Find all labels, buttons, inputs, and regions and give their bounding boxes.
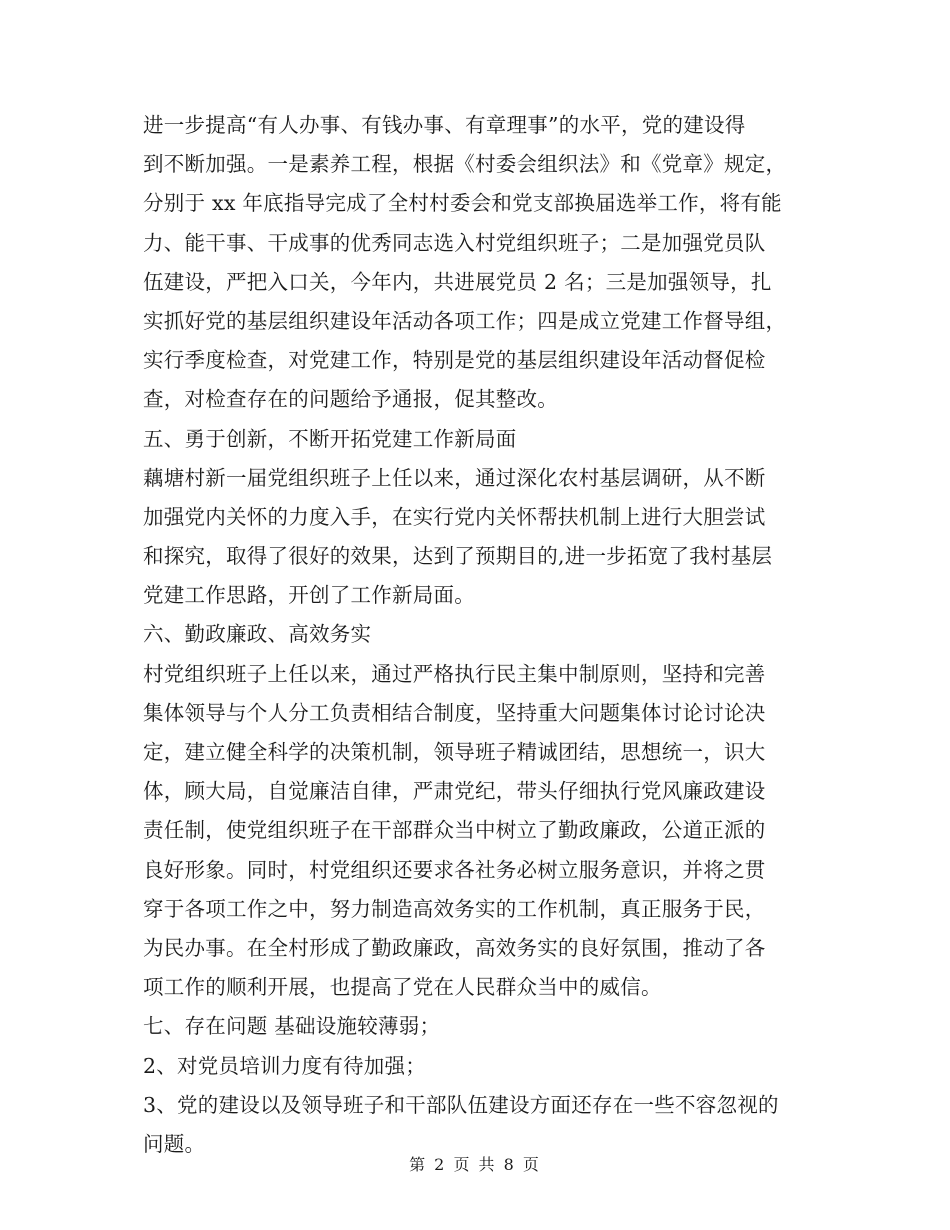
list-item: 2、对党员培训力度有待加强； bbox=[143, 1053, 427, 1078]
text-line: 到不断加强。一是素养工程，根据《村委会组织法》和《党章》规定， bbox=[143, 152, 787, 177]
text-line: 穿于各项工作之中，努力制造高效务实的工作机制，真正服务于民， bbox=[143, 896, 766, 921]
section-heading: 五、勇于创新，不断开拓党建工作新局面 bbox=[143, 426, 517, 451]
text-line: 加强党内关怀的力度入手，在实行党内关怀帮扶机制上进行大胆尝试 bbox=[143, 504, 766, 529]
text-line: 责任制，使党组织班子在干部群众当中树立了勤政廉政，公道正派的 bbox=[143, 818, 766, 843]
text-line: 村党组织班子上任以来，通过严格执行民主集中制原则，坚持和完善 bbox=[143, 661, 766, 686]
text-line: 伍建设，严把入口关，今年内，共进展党员 2 名；三是加强领导，扎 bbox=[143, 269, 772, 294]
text-line: 查，对检查存在的问题给予通报，促其整改。 bbox=[143, 387, 558, 412]
text-line: 良好形象。同时，村党组织还要求各社务必树立服务意识，并将之贯 bbox=[143, 857, 766, 882]
list-item: 3、党的建设以及领导班子和干部队伍建设方面还存在一些不容忽视的 bbox=[143, 1092, 779, 1117]
text-line: 和探究，取得了很好的效果，达到了预期目的,进一步拓宽了我村基层 bbox=[143, 544, 773, 569]
text-line: 实抓好党的基层组织建设年活动各项工作；四是成立党建工作督导组， bbox=[143, 308, 787, 333]
text-line: 体，顾大局，自觉廉洁自律，严肃党纪，带头仔细执行党风廉政建设 bbox=[143, 779, 766, 804]
text-line: 党建工作思路，开创了工作新局面。 bbox=[143, 583, 475, 608]
text-line: 实行季度检查，对党建工作，特别是党的基层组织建设年活动督促检 bbox=[143, 348, 766, 373]
document-body bbox=[143, 106, 809, 1164]
page-number-footer: 第 2 页 共 8 页 bbox=[409, 1155, 541, 1174]
text-line: 进一步提高“有人办事、有钱办事、有章理事”的水平，党的建设得 bbox=[143, 113, 746, 137]
text-line: 集体领导与个人分工负责相结合制度，坚持重大问题集体讨论讨论决 bbox=[143, 700, 766, 725]
text-line: 项工作的顺利开展，也提高了党在人民群众当中的威信。 bbox=[143, 975, 662, 1000]
text-line: 分别于 xx 年底指导完成了全村村委会和党支部换届选举工作，将有能 bbox=[143, 191, 782, 216]
text-line: 定，建立健全科学的决策机制，领导班子精诚团结，思想统一，识大 bbox=[143, 740, 766, 764]
text-line: 藕塘村新一届党组织班子上任以来，通过深化农村基层调研，从不断 bbox=[143, 465, 766, 490]
section-heading: 六、勤政廉政、高效务实 bbox=[143, 622, 372, 647]
text-line: 力、能干事、干成事的优秀同志选入村党组织班子；二是加强党员队 bbox=[143, 230, 766, 255]
text-line: 问题。 bbox=[143, 1131, 206, 1156]
section-heading: 七、存在问题 基础设施较薄弱； bbox=[143, 1014, 441, 1039]
text-line: 为民办事。在全村形成了勤政廉政，高效务实的良好氛围，推动了各 bbox=[143, 935, 766, 960]
